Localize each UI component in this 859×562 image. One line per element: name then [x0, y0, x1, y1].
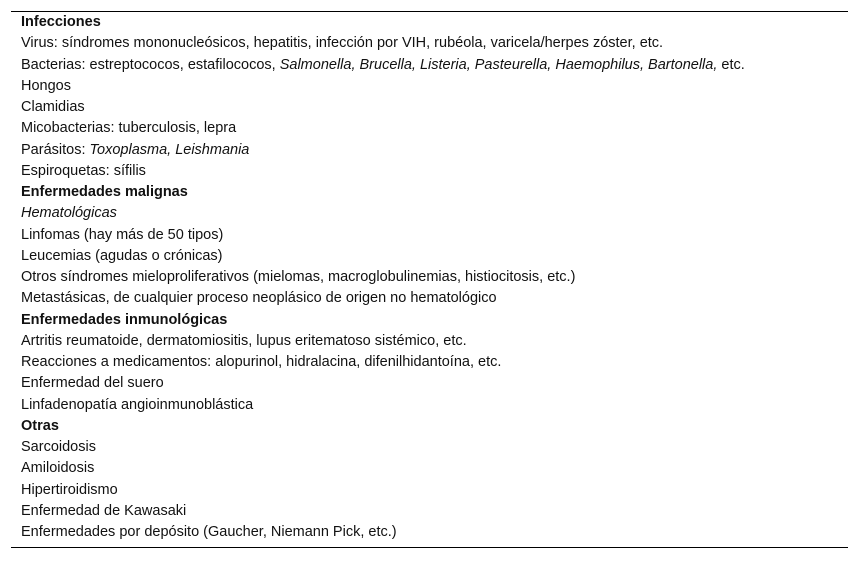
- table-row: [11, 395, 848, 416]
- section-title: Infecciones: [21, 14, 101, 30]
- table-row: [11, 33, 848, 54]
- row-text-prefix: Parásitos:: [21, 141, 90, 158]
- row-text: Amiloidosis: [21, 460, 95, 477]
- section-header-otras: [11, 416, 848, 437]
- table-row: [11, 522, 848, 547]
- row-text-suffix: etc.: [717, 56, 745, 73]
- table-row: [11, 225, 848, 246]
- table-row: [11, 140, 848, 161]
- row-text: Leucemias (agudas o crónicas): [21, 247, 223, 264]
- table-row: [11, 203, 848, 224]
- section-header-inmunologicas: [11, 310, 848, 331]
- row-text: Enfermedad de Kawasaki: [21, 502, 187, 519]
- table-row: [11, 118, 848, 139]
- row-text-prefix: Bacterias: estreptococos, estafilococos,: [21, 56, 280, 73]
- table-row: [11, 331, 848, 352]
- table-row: [11, 55, 848, 76]
- section-title: Enfermedades inmunológicas: [21, 311, 228, 328]
- row-text: Espiroquetas: sífilis: [21, 162, 146, 179]
- table-row: [11, 246, 848, 267]
- causes-table: [11, 11, 848, 548]
- table-row: [11, 161, 848, 182]
- causes-table-grid: [11, 12, 848, 547]
- table-row: [11, 480, 848, 501]
- table-row: [11, 458, 848, 479]
- row-text: Hongos: [21, 77, 71, 94]
- row-text: Clamidias: [21, 99, 85, 115]
- row-text: Hipertiroidismo: [21, 481, 118, 498]
- row-text: Linfadenopatía angioinmunoblástica: [21, 396, 254, 413]
- section-title: Otras: [21, 417, 59, 434]
- row-text-italic: Salmonella, Brucella, Listeria, Pasteurella, Haemophilus, Bartonella,: [279, 56, 718, 73]
- table-row: [11, 373, 848, 394]
- row-text: Otros síndromes mieloproliferativos (mielomas, macroglobulinemias, histiocitosis, etc.): [21, 269, 576, 285]
- row-text: Reacciones a medicamentos: alopurinol, hidralacina, difenilhidantoína, etc.: [21, 354, 502, 370]
- row-text: Sarcoidosis: [21, 439, 96, 455]
- row-text: [11, 203, 848, 224]
- table-row: [11, 97, 848, 118]
- row-text: Metastásicas, de cualquier proceso neoplásico de origen no hematológico: [21, 290, 497, 307]
- table-row: [11, 76, 848, 97]
- row-text: Enfermedades por depósito (Gaucher, Niemann Pick, etc.): [21, 524, 397, 540]
- section-title: Enfermedades malignas: [21, 184, 188, 200]
- table-row: [11, 437, 848, 458]
- table-row: [11, 267, 848, 288]
- table-row: [11, 501, 848, 522]
- row-text: Artritis reumatoide, dermatomiositis, lupus eritematoso sistémico, etc.: [21, 332, 467, 349]
- row-text: Micobacterias: tuberculosis, lepra: [21, 120, 237, 137]
- row-text: Linfomas (hay más de 50 tipos): [21, 226, 224, 243]
- section-header-infecciones: [11, 12, 848, 33]
- row-text-italic: Hematológicas: [21, 205, 117, 222]
- table-row: [11, 352, 848, 373]
- table-row: [11, 288, 848, 309]
- row-text-italic: Toxoplasma, Leishmania: [89, 141, 250, 158]
- row-text: Virus: síndromes mononucleósicos, hepatitis, infección por VIH, rubéola, varicela/herpes zóster, etc.: [21, 35, 664, 52]
- row-text: [11, 140, 848, 161]
- section-header-malignas: [11, 182, 848, 203]
- row-text: Enfermedad del suero: [21, 375, 164, 392]
- row-text: [11, 55, 848, 76]
